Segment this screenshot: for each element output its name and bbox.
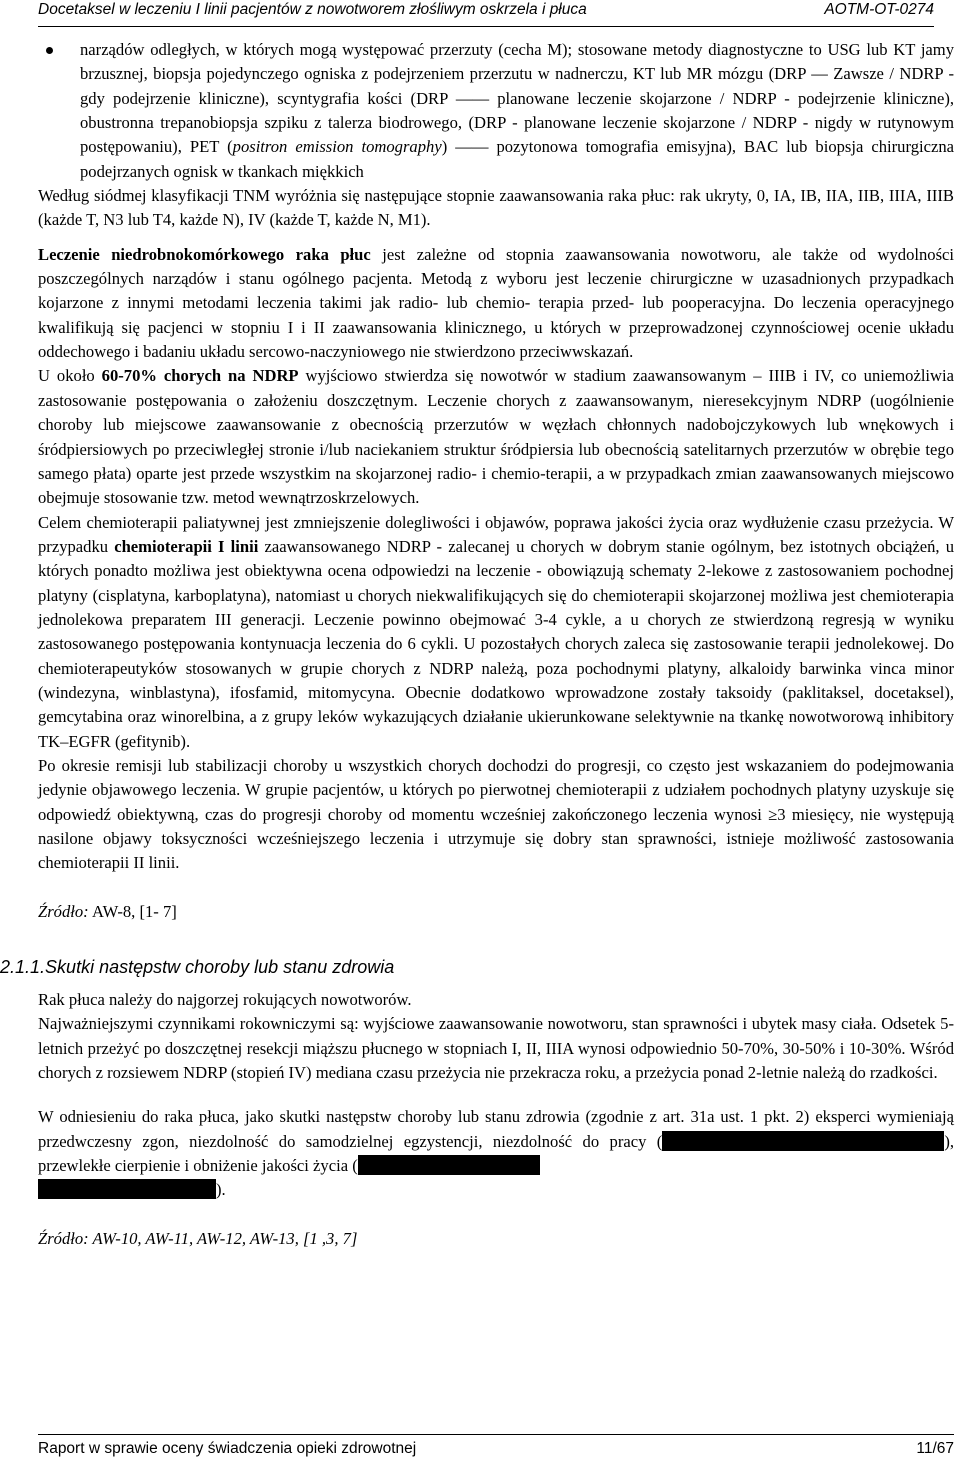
bullet-text-1: narządów odległych, w których mogą występować przerzuty (cecha M); stosowane metody diagnostyczne to USG lub KT jamy brzusznej, biopsja pojedynczego ogniska z podejrzeniem przerzutu w nadnerczu, KT lub MR mózgu (DRP — Zawsze / NDRP - gdy podejrzenie kliniczne), scyntygrafia kości (DRP —— planowane leczenie skojarzone / NDRP - podejrzenie kliniczne), obustronna trepanobiopsja szpiku z talerza biodrowego, (DRP - planowane leczenie skojarzone / NDRP - nigdy w rutynowym postępowaniu), PET ( (80, 40, 954, 157)
section-number: 2.1.1. (0, 957, 46, 978)
consequences-a: W odniesieniu do raka płuca, jako skutki następstw choroby lub stanu zdrowia (zgodnie z art. 31a ust. 1 pkt. 2) eksperci wymieniają przedwczesny zgon, niezdolność do samodzielnej egzystencji, niezdolność do pracy ( (38, 1107, 954, 1151)
paragraph-prognosis-2: Najważniejszymi czynnikami rokowniczymi są: wyjściowe zaawansowanie nowotworu, stan sprawności i ubytek masy ciała. Odsetek 5-letnich przeżyć po doszczętnej resekcji miąższu płucnego w stopniach I, II, IIIA wynosi odpowiednio 50-70%, 30-50% i 10-30%. Wśród chorych z rozsiewem NDRP (stopień IV) mediana czasu przeżycia nie przekracza roku, a przeżycia ponad 2-letnie należą do rzadkości. (38, 1014, 954, 1083)
page-separator: / (932, 1440, 937, 1457)
paragraph-nsclc-treatment (38, 243, 954, 365)
bullet-text-italic: positron emission tomography (232, 137, 442, 157)
header-title: Docetaksel w leczeniu I linii pacjentów z nowotworem złośliwym oskrzela i płuca (38, 1, 587, 18)
header-doc-id: AOTM-OT-0274 (824, 1, 934, 18)
source-2-text: Źródło: AW-10, AW-11, AW-12, AW-13, [1 ,3, 7] (38, 1228, 358, 1248)
chemo-rest: zaawansowanego NDRP - zalecanej u chorych w dobrym stanie ogólnym, bez istotnych obciążeń, u których ponadto możliwa jest obiektywna ocena odpowiedzi na leczenie - obowiązują schematy 2-lekowe z zastosowaniem pochodnej platyny (cisplatyna, karboplatyna), natomiast u chorych niekwalifikujących się do chemioterapii skojarzonej możliwa jest chemioterapia jednolekowa preparatem III generacji. Leczenie powinno obejmować 3-4 cykle, a u chorych ze stwierdzoną regresją w wyniku zastosowanego postępowania kontynuacja leczenia do 6 cykli. U pozostałych chorych zaleca się zastosowanie terapii jednolekowej. Do chemioterapeutyków stosowanych w grupie chorych z NDRP należą, poza pochodnymi platyny, alkaloidy barwinka vinca minor (windezyna, winblastyna), ifosfamid, mitomycyna. Obecnie dodatkowo wprowadzone zostały taksoidy (paklitaksel, docetaksel), gemcytabina oraz winorelbina, a z grupy leków wykazujących działanie ukierunkowane selektywnie na tkankę nowotworową inhibitory TK–EGFR (gefitynib). (38, 536, 954, 751)
redacted-block-2 (358, 1155, 540, 1175)
page-total: 67 (936, 1440, 954, 1457)
section-heading (0, 954, 954, 980)
header-rule (38, 26, 934, 27)
consequences-b: ), przewlekłe cierpienie i obniżenie jakości życia ( (38, 1131, 954, 1176)
page-header (38, 0, 934, 30)
bullet-text-3: ) —— pozytonowa tomografia emisyjna), BAC lub biopsja chirurgiczna podejrzanych ognisk w tkankach miękkich (80, 137, 954, 181)
page-current: 11 (916, 1440, 933, 1457)
bullet-item-metastases (38, 38, 954, 184)
source-1-value: AW-8, [1- 7] (88, 901, 177, 921)
advanced-rest: wyjściowo stwierdza się nowotwór w stadium zaawansowanym – IIIB i IV, co uniemożliwia zastosowanie postępowania o założeniu doszczętnym. Leczenie chorych z zaawansowanym, nieresekcyjnym NDRP (uogólnienie choroby lub miejscowe zaawansowanie z obecnością przerzutów w węzłach chłonnych nadobojczykowych lub wnękowych i śródpiersiowych po przeciwległej stronie i/lub naciekaniem struktur śródpiersia lub obecnością satelitarnych przerzutów w obrębie tego samego płata) oparte jest przede wszystkim na skojarzonej radio- i chemio-terapii, a w przypadkach zmian zaawansowanych miejscowo obejmuje stosowanie tzw. metod wewnątrzoskrzelowych. (38, 366, 954, 508)
paragraph-palliative-chemo (38, 511, 954, 754)
spacer (38, 876, 954, 900)
redacted-block-3 (38, 1179, 216, 1199)
paragraph-prognosis-1: Rak płuca należy do najgorzej rokujących nowotworów. (38, 990, 412, 1010)
page-number (916, 1440, 954, 1458)
footer-report-title: Raport w sprawie oceny świadczenia opieki zdrowotnej (38, 1440, 417, 1457)
paragraph-tnm: Według siódmej klasyfikacji TNM wyróżnia się następujące stopnie zaawansowania raka płuc: rak ukryty, 0, IA, IB, IIA, IIB, IIIA, IIIB (każde T, N3 lub T4, każde N), IV (każde T, każde N, M1). (38, 186, 954, 230)
spacer (38, 233, 954, 243)
footer-rule (38, 1434, 954, 1435)
source-1-label: Źródło: (38, 901, 89, 921)
section-title: Skutki następstw choroby lub stanu zdrowia (45, 957, 395, 978)
nsclc-bold-lead: Leczenie niedrobnokomórkowego raka płuc (38, 244, 371, 264)
redacted-block-1 (662, 1131, 944, 1151)
spacer (38, 1203, 954, 1227)
source-note-1 (38, 900, 954, 924)
paragraph-advanced-stage (38, 364, 954, 510)
paragraph-remission: Po okresie remisji lub stabilizacji choroby u wszystkich chorych dochodzi do progresji, co często jest wskazaniem do podejmowania jedynie objawowego leczenia. W grupie pacjentów, u których po pierwotnej chemioterapii z udziałem pochodnych platyny uzyskuje się odpowiedź obiektywną, czas do progresji choroby od momentu wcześniej zakończonego leczenia wynosi ≥3 miesięcy, nie występują nasilone objawy toksyczności wcześniejszego leczenia i utrzymuje się dobry stan sprawności, istnieje możliwość zastosowania chemioterapii II linii. (38, 755, 954, 873)
advanced-pre: U około (38, 366, 102, 386)
chemo-pre: Celem chemioterapii paliatywnej jest zmniejszenie dolegliwości i objawów, poprawa jakości życia oraz wydłużenie czasu przeżycia. W przypadku (38, 512, 954, 556)
source-note-2 (38, 1227, 954, 1251)
bullet-dot-icon (46, 47, 53, 54)
advanced-bold: 60-70% chorych na NDRP (101, 366, 299, 386)
nsclc-rest: jest zależne od stopnia zaawansowania nowotworu, ale także od wydolności poszczególnych narządów i stanu ogólnego pacjenta. Metodą z wyboru jest leczenie chirurgiczne w uzasadnionych przypadkach kojarzone z innymi metodami leczenia takimi jak radio- lub chemio- terapia przed- lub pooperacyjna. Do leczenia operacyjnego kwalifikują się pacjenci w stopniu I i II zaawansowania klinicznego, u których w przeprowadzonej czynnościowej ocenie układu oddechowego i badaniu układu sercowo-naczyniowego nie stwierdzono przeciwwskazań. (38, 244, 955, 362)
document-body (0, 38, 955, 1251)
paragraph-consequences (38, 1105, 954, 1202)
chemo-bold: chemioterapii I linii (114, 536, 259, 556)
consequences-c: ). (216, 1180, 226, 1200)
spacer (38, 1085, 954, 1105)
page-footer (38, 1434, 954, 1462)
